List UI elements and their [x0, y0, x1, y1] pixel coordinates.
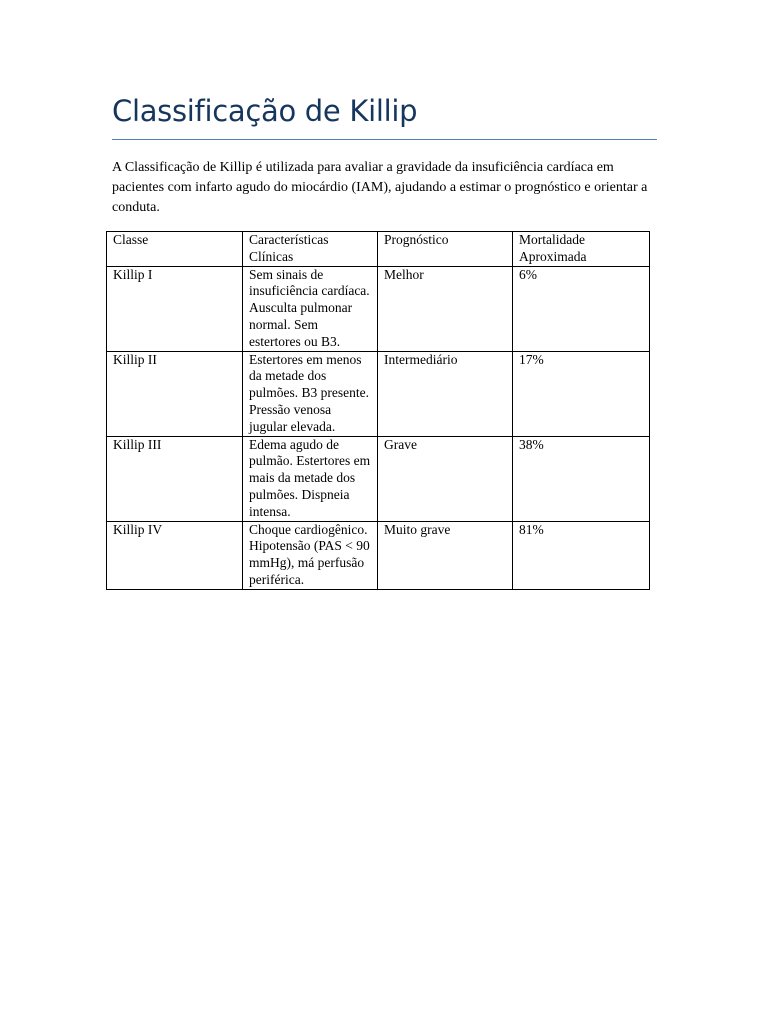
table-row	[107, 266, 650, 351]
table-row	[107, 436, 650, 521]
cell-caracteristicas: Edema agudo de pulmão. Estertores em mais da metade dos pulmões. Dispneia intensa.	[243, 436, 378, 521]
cell-mortalidade: 6%	[513, 266, 650, 351]
cell-caracteristicas: Estertores em menos da metade dos pulmões. B3 presente. Pressão venosa jugular elevada.	[243, 351, 378, 436]
table-header-row	[107, 232, 650, 267]
cell-caracteristicas: Choque cardiogênico. Hipotensão (PAS < 90 mmHg), má perfusão periférica.	[243, 521, 378, 589]
cell-prognostico: Melhor	[378, 266, 513, 351]
header-mortalidade: Mortalidade Aproximada	[513, 232, 650, 267]
cell-prognostico: Intermediário	[378, 351, 513, 436]
table-row	[107, 521, 650, 589]
cell-prognostico: Muito grave	[378, 521, 513, 589]
title-underline	[112, 139, 657, 140]
header-classe: Classe	[107, 232, 243, 267]
cell-caracteristicas: Sem sinais de insuficiência cardíaca. Ausculta pulmonar normal. Sem estertores ou B3.	[243, 266, 378, 351]
cell-classe: Killip III	[107, 436, 243, 521]
cell-mortalidade: 81%	[513, 521, 650, 589]
cell-classe: Killip II	[107, 351, 243, 436]
page-title: Classificação de Killip	[112, 94, 418, 128]
cell-prognostico: Grave	[378, 436, 513, 521]
header-prognostico: Prognóstico	[378, 232, 513, 267]
cell-classe: Killip I	[107, 266, 243, 351]
table-row	[107, 351, 650, 436]
intro-paragraph: A Classificação de Killip é utilizada para avaliar a gravidade da insuficiência cardíaca em pacientes com infarto agudo do miocárdio (IAM), ajudando a estimar o prognóstico e orientar a conduta.	[112, 160, 648, 215]
cell-classe: Killip IV	[107, 521, 243, 589]
killip-table	[106, 231, 650, 590]
header-caracteristicas: Características Clínicas	[243, 232, 378, 267]
cell-mortalidade: 38%	[513, 436, 650, 521]
cell-mortalidade: 17%	[513, 351, 650, 436]
